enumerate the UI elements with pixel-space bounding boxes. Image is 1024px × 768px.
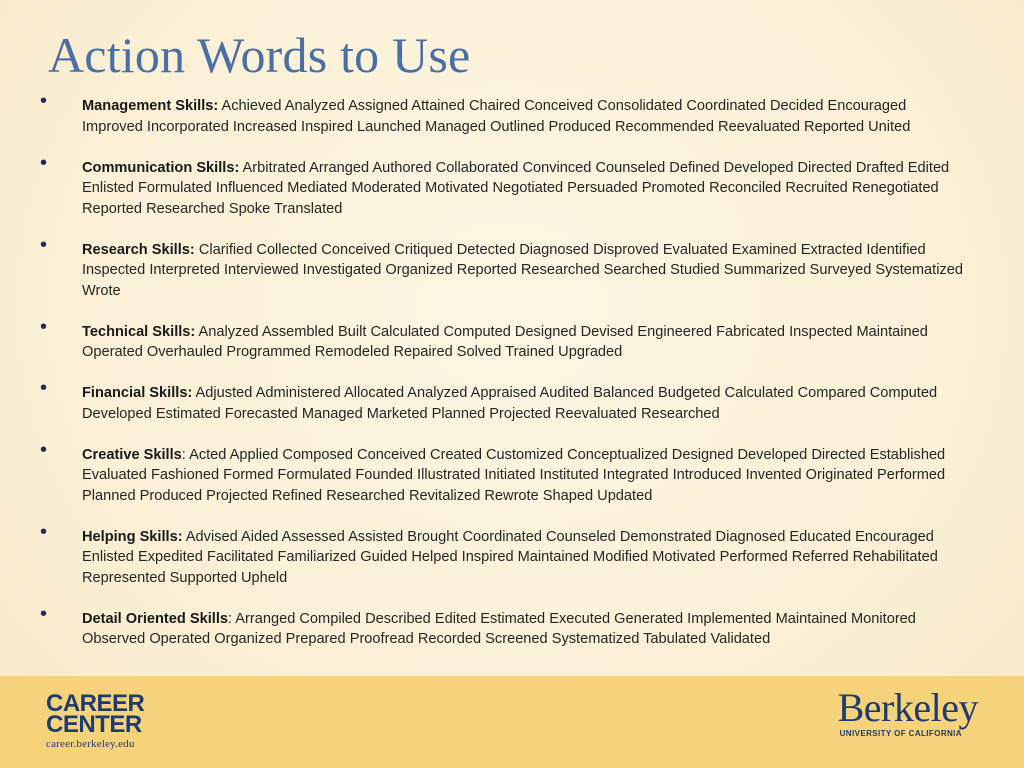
skill-words: Advised Aided Assessed Assisted Brought Coordinated Counseled Demonstrated Diagnosed Educated Encouraged Enlisted Expedited Facilitated Familiarized Guided Helped Inspired Maintained Modified Motivated Performed Referred Rehabilitated Represented Supported Upheld	[82, 528, 938, 586]
skill-words: : Arranged Compiled Described Edited Estimated Executed Generated Implemented Maintained Monitored Observed Operated Organized Prepared Proofread Recorded Screened Systematized Tabulated Validated	[82, 610, 916, 647]
skill-words: : Acted Applied Composed Conceived Created Customized Conceptualized Designed Developed Directed Established Evaluated Fashioned Formed Formulated Founded Illustrated Initiated Instituted Integrated Introduced Invented Originated Performed Planned Produced Projected Refined Researched Revitalized Rewrote Shaped Updated	[82, 446, 946, 504]
list-item	[38, 233, 968, 302]
skill-label: Research Skills:	[82, 241, 195, 258]
skill-words: Analyzed Assembled Built Calculated Computed Designed Devised Engineered Fabricated Inspected Maintained Operated Overhauled Programmed Remodeled Repaired Solved Trained Upgraded	[82, 323, 928, 360]
skills-list	[38, 90, 968, 670]
skill-label: Management Skills:	[82, 98, 219, 114]
skill-label: Detail Oriented Skills	[82, 610, 228, 627]
career-center-line1: CAREER	[46, 690, 145, 717]
career-center-logo	[46, 690, 156, 750]
list-item	[38, 151, 968, 220]
bullet-icon: •	[40, 90, 48, 112]
list-item	[38, 377, 968, 424]
skill-words: Adjusted Administered Allocated Analyzed Appraised Audited Balanced Budgeted Calculated Compared Computed Developed Estimated Forecasted Managed Marketed Planned Projected Reevaluated Researched	[82, 385, 938, 422]
career-center-line2: CENTER	[46, 711, 142, 738]
list-item	[38, 602, 968, 650]
bullet-icon: •	[40, 233, 48, 256]
list-item	[38, 520, 968, 589]
bullet-icon: •	[40, 151, 48, 174]
list-item	[38, 315, 968, 363]
skill-label: Technical Skills:	[82, 323, 196, 340]
page-title: Action Words to Use	[48, 27, 471, 83]
skill-label: Helping Skills:	[82, 528, 183, 545]
bullet-icon: •	[40, 520, 48, 543]
berkeley-subtitle: UNIVERSITY OF CALIFORNIA	[839, 729, 962, 738]
list-item	[38, 90, 968, 137]
bullet-icon: •	[40, 438, 48, 461]
berkeley-logo	[837, 685, 978, 738]
list-item	[38, 438, 968, 507]
skill-label: Financial Skills:	[82, 385, 193, 401]
bullet-icon: •	[40, 377, 48, 399]
career-center-url: career.berkeley.edu	[46, 738, 135, 750]
skill-label: Creative Skills	[82, 446, 182, 463]
bullet-icon: •	[40, 602, 48, 625]
berkeley-wordmark: Berkeley	[837, 685, 978, 730]
skill-words: Achieved Analyzed Assigned Attained Chaired Conceived Consolidated Coordinated Decided Encouraged Improved Incorporated Increased Inspired Launched Managed Outlined Produced Recommended Reevaluated Reported United	[82, 98, 911, 135]
footer-band	[0, 676, 1024, 768]
skill-label: Communication Skills:	[82, 159, 240, 176]
bullet-icon: •	[40, 315, 48, 338]
skill-words: Clarified Collected Conceived Critiqued Detected Diagnosed Disproved Evaluated Examined Extracted Identified Inspected Interpreted Interviewed Investigated Organized Reported Researched Searched Studied Summarized Surveyed Systematized Wrote	[82, 241, 963, 299]
skill-words: Arbitrated Arranged Authored Collaborated Convinced Counseled Defined Developed Directed Drafted Edited Enlisted Formulated Influenced Mediated Moderated Motivated Negotiated Persuaded Promoted Reconciled Recruited Renegotiated Reported Researched Spoke Translated	[82, 159, 950, 217]
